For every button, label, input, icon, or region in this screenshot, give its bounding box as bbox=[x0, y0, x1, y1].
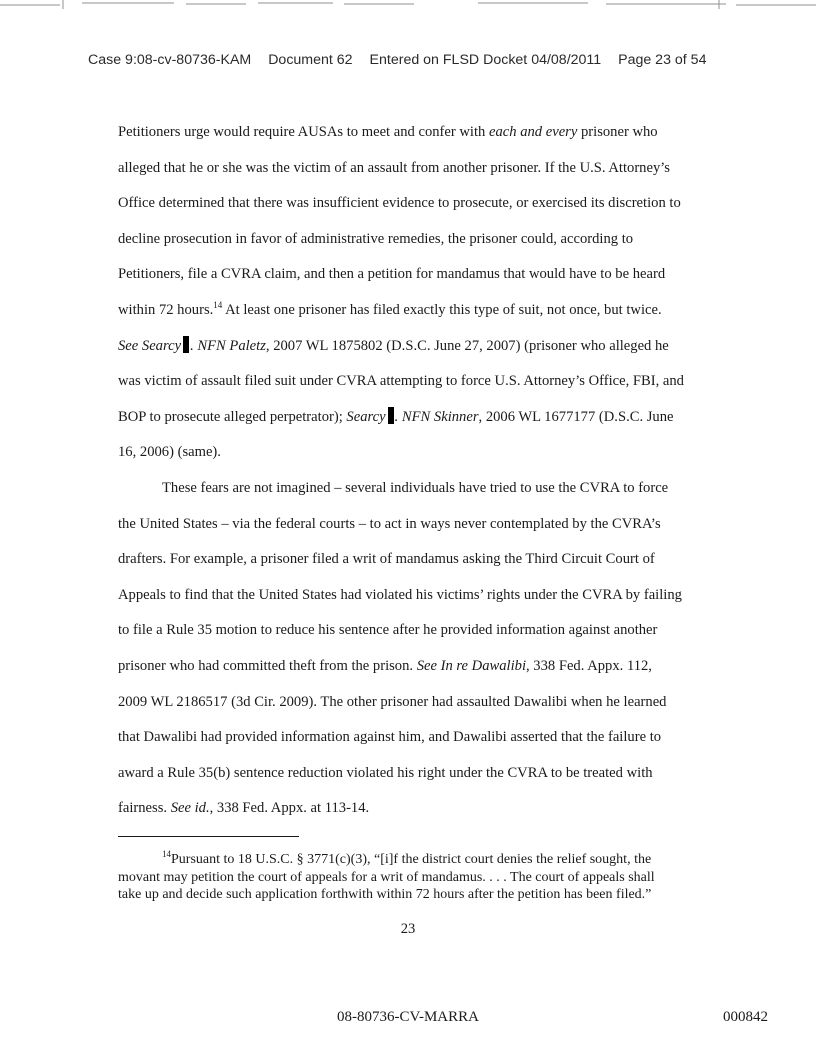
text-line: to file a Rule 35 motion to reduce his sentence after he provided information against another bbox=[118, 622, 658, 639]
bates-case-label: 08-80736-CV-MARRA bbox=[337, 1009, 479, 1025]
redaction-block bbox=[388, 407, 394, 424]
redaction-block bbox=[183, 336, 189, 353]
text-line: drafters. For example, a prisoner filed a writ of mandamus asking the Third Circuit Court of bbox=[118, 551, 655, 568]
text-line: fairness. See id., 338 Fed. Appx. at 113-14. bbox=[118, 800, 370, 817]
page-number: 23 bbox=[400, 921, 416, 937]
text-line: award a Rule 35(b) sentence reduction violated his right under the CVRA to be treated with bbox=[118, 764, 653, 781]
text-line: Appeals to find that the United States had violated his victims’ rights under the CVRA by failing bbox=[118, 586, 682, 603]
text-line: See Searcy . NFN Paletz, 2007 WL 1875802 (D.S.C. June 27, 2007) (prisoner who alleged he bbox=[118, 337, 669, 354]
text-line: Petitioners urge would require AUSAs to meet and confer with each and every prisoner who bbox=[118, 124, 658, 140]
text-line: the United States – via the federal courts – to act in ways never contemplated by the CVRA’s bbox=[118, 515, 661, 532]
document-number: Document 62 bbox=[268, 52, 353, 68]
text-line: within 72 hours.$^{14}$ At least one prisoner has filed exactly this type of suit, not once, but twice. bbox=[118, 299, 662, 318]
footnote-line: $^{14}$Pursuant to 18 U.S.C. § 3771(c)(3), “[i]f the district court denies the relief sought, the bbox=[162, 849, 652, 867]
footnote-line: take up and decide such application forthwith within 72 hours after the petition has been filed.” bbox=[118, 887, 652, 902]
footnote-line: movant may petition the court of appeals for a writ of mandamus. . . . The court of appeals shall bbox=[118, 869, 655, 885]
docket-entry-date: Entered on FLSD Docket 04/08/2011 bbox=[369, 52, 602, 68]
footnote bbox=[118, 851, 718, 904]
text-line: alleged that he or she was the victim of an assault from another prisoner. If the U.S. Attorney’s bbox=[118, 159, 670, 176]
footnote-marker: 14 bbox=[162, 849, 171, 859]
text-line: Office determined that there was insufficient evidence to prosecute, or exercised its discretion to bbox=[118, 195, 681, 212]
text-line: 16, 2006) (same). bbox=[118, 444, 221, 461]
text-line: was victim of assault filed suit under CVRA attempting to force U.S. Attorney’s Office, FBI, and bbox=[118, 373, 684, 390]
docket-header bbox=[88, 52, 748, 68]
text-line: prisoner who had committed theft from the prison. See In re Dawalibi, 338 Fed. Appx. 112, bbox=[118, 657, 652, 674]
text-line: These fears are not imagined – several individuals have tried to use the CVRA to force bbox=[162, 479, 669, 496]
text-line: decline prosecution in favor of administrative remedies, the prisoner could, according to bbox=[118, 230, 634, 247]
text-line: that Dawalibi had provided information against him, and Dawalibi asserted that the failure to bbox=[118, 729, 662, 746]
page-count: Page 23 of 54 bbox=[618, 52, 707, 68]
bates-number: 000842 bbox=[723, 1009, 768, 1025]
text-line: 2009 WL 2186517 (3d Cir. 2009). The other prisoner had assaulted Dawalibi when he learned bbox=[118, 693, 667, 710]
case-number: Case 9:08-cv-80736-KAM bbox=[88, 52, 252, 68]
footnote-divider bbox=[118, 836, 299, 837]
body-text bbox=[118, 120, 718, 832]
footnote-ref: 14 bbox=[213, 299, 223, 310]
text-line: BOP to prosecute alleged perpetrator); Searcy . NFN Skinner, 2006 WL 1677177 (D.S.C. June bbox=[118, 408, 674, 425]
scan-artifact-top bbox=[0, 0, 816, 10]
text-line: Petitioners, file a CVRA claim, and then a petition for mandamus that would have to be heard bbox=[118, 266, 666, 283]
